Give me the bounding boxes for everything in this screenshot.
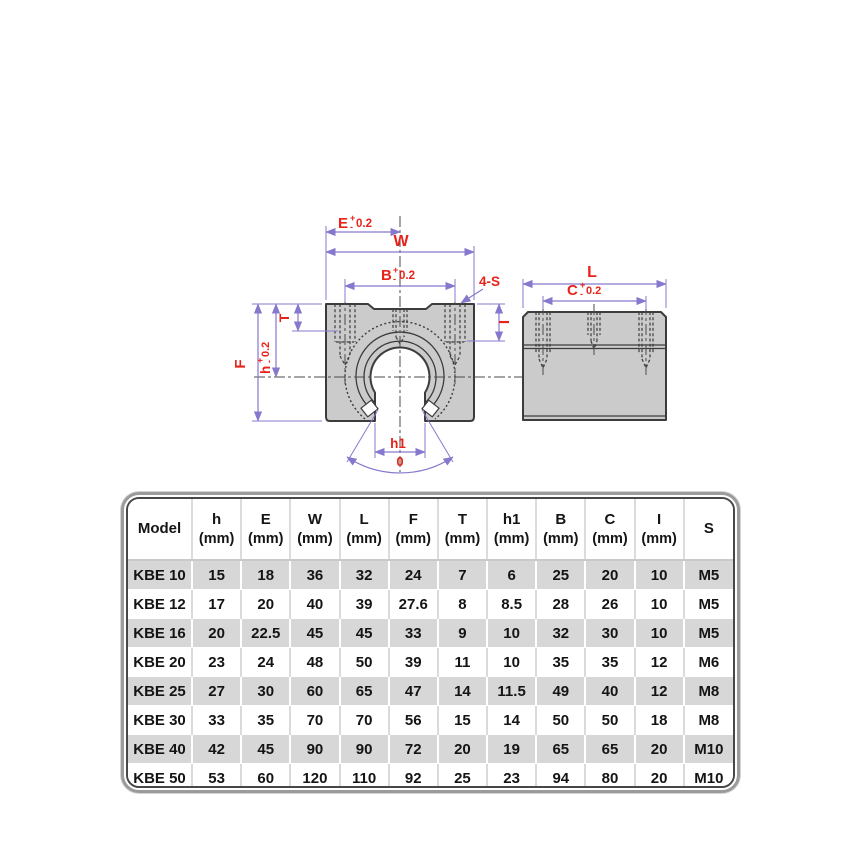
value-cell: 50	[585, 706, 634, 735]
value-cell: 45	[340, 619, 389, 648]
label-F: F	[232, 359, 249, 369]
value-cell: 32	[340, 560, 389, 590]
value-cell: 8	[438, 590, 487, 619]
col-header-f	[389, 499, 438, 560]
value-cell: 10	[487, 619, 536, 648]
svg-text:0.2: 0.2	[586, 285, 602, 297]
value-cell: 30	[241, 677, 290, 706]
svg-text:E: E	[338, 215, 349, 232]
model-cell: KBE 10	[128, 560, 192, 590]
col-header-label: I	[657, 511, 662, 529]
svg-text:-: -	[580, 289, 583, 299]
value-cell: 56	[389, 706, 438, 735]
col-header-h	[192, 499, 241, 560]
col-header-label: S	[703, 520, 714, 538]
col-header-label: B	[555, 511, 567, 529]
value-cell: 48	[290, 648, 339, 677]
svg-text:-: -	[393, 274, 396, 284]
value-cell: 25	[438, 764, 487, 789]
value-cell: 17	[192, 590, 241, 619]
value-cell: 40	[290, 590, 339, 619]
model-cell: KBE 20	[128, 648, 192, 677]
spec-table	[128, 499, 733, 788]
table-row-kbe-40	[128, 735, 733, 764]
value-cell: M5	[684, 590, 733, 619]
col-header-unit: (mm)	[395, 530, 431, 547]
value-cell: 45	[241, 735, 290, 764]
value-cell: 10	[487, 648, 536, 677]
value-cell: 72	[389, 735, 438, 764]
col-header-unit: (mm)	[543, 530, 579, 547]
value-cell: M5	[684, 619, 733, 648]
col-header-unit: (mm)	[346, 530, 382, 547]
front-view	[254, 216, 546, 472]
value-cell: 12	[635, 677, 684, 706]
col-header-label: h1	[502, 511, 521, 529]
value-cell: 65	[536, 735, 585, 764]
value-cell: 50	[536, 706, 585, 735]
col-header-t	[438, 499, 487, 560]
label-B	[381, 265, 415, 284]
svg-text:-: -	[350, 222, 353, 232]
value-cell: 45	[290, 619, 339, 648]
value-cell: 90	[290, 735, 339, 764]
label-T: T	[276, 313, 292, 323]
value-cell: 120	[290, 764, 339, 789]
model-cell: KBE 25	[128, 677, 192, 706]
model-cell: KBE 40	[128, 735, 192, 764]
value-cell: 32	[536, 619, 585, 648]
value-cell: M5	[684, 560, 733, 590]
col-header-model	[128, 499, 192, 560]
value-cell: M10	[684, 764, 733, 789]
value-cell: 14	[438, 677, 487, 706]
svg-text:+: +	[255, 357, 265, 363]
value-cell: 26	[585, 590, 634, 619]
label-4S: 4-S	[479, 274, 501, 289]
value-cell: 24	[389, 560, 438, 590]
header-row	[128, 499, 733, 560]
value-cell: 11	[438, 648, 487, 677]
value-cell: 28	[536, 590, 585, 619]
svg-text:0.2: 0.2	[260, 341, 272, 357]
value-cell: 23	[192, 648, 241, 677]
value-cell: 18	[635, 706, 684, 735]
value-cell: 92	[389, 764, 438, 789]
value-cell: 10	[635, 619, 684, 648]
value-cell: 33	[389, 619, 438, 648]
col-header-b	[536, 499, 585, 560]
value-cell: 60	[241, 764, 290, 789]
label-L: L	[587, 264, 597, 281]
value-cell: 20	[438, 735, 487, 764]
value-cell: 25	[536, 560, 585, 590]
value-cell: 70	[290, 706, 339, 735]
value-cell: 20	[585, 560, 634, 590]
value-cell: 35	[241, 706, 290, 735]
table-row-kbe-25	[128, 677, 733, 706]
value-cell: M6	[684, 648, 733, 677]
col-header-label: T	[457, 511, 468, 529]
model-cell: KBE 12	[128, 590, 192, 619]
value-cell: 15	[192, 560, 241, 590]
table-row-kbe-12	[128, 590, 733, 619]
value-cell: 24	[241, 648, 290, 677]
col-header-unit: (mm)	[198, 530, 235, 547]
value-cell: 20	[192, 619, 241, 648]
value-cell: M10	[684, 735, 733, 764]
value-cell: 94	[536, 764, 585, 789]
value-cell: 60	[290, 677, 339, 706]
value-cell: 110	[340, 764, 389, 789]
svg-text:+: +	[393, 265, 399, 275]
svg-text:0.2: 0.2	[399, 270, 415, 282]
value-cell: 23	[487, 764, 536, 789]
value-cell: 49	[536, 677, 585, 706]
col-header-label: W	[307, 511, 323, 529]
col-header-e	[241, 499, 290, 560]
value-cell: 7	[438, 560, 487, 590]
col-header-unit: (mm)	[248, 530, 284, 547]
value-cell: M8	[684, 677, 733, 706]
value-cell: 30	[585, 619, 634, 648]
label-h1: h1	[390, 436, 406, 451]
col-header-label: C	[604, 511, 616, 529]
value-cell: 39	[340, 590, 389, 619]
svg-text:h: h	[258, 365, 273, 374]
label-W: W	[393, 233, 409, 250]
col-header-h1	[487, 499, 536, 560]
value-cell: 50	[340, 648, 389, 677]
value-cell: 80	[585, 764, 634, 789]
value-cell: 27	[192, 677, 241, 706]
model-cell: KBE 16	[128, 619, 192, 648]
svg-text:-: -	[264, 360, 274, 363]
svg-text:C: C	[567, 282, 578, 299]
value-cell: 35	[585, 648, 634, 677]
value-cell: 36	[290, 560, 339, 590]
col-header-label: h	[212, 511, 222, 529]
table-row-kbe-16	[128, 619, 733, 648]
value-cell: 19	[487, 735, 536, 764]
model-cell: KBE 30	[128, 706, 192, 735]
table-row-kbe-30	[128, 706, 733, 735]
screw-callout-leader	[461, 289, 483, 303]
value-cell: 27.6	[389, 590, 438, 619]
label-h1-tolerance: 0	[396, 454, 404, 469]
value-cell: 22.5	[241, 619, 290, 648]
col-header-label: L	[359, 511, 369, 529]
value-cell: 53	[192, 764, 241, 789]
value-cell: 9	[438, 619, 487, 648]
svg-text:+: +	[580, 280, 586, 290]
col-header-label: F	[408, 511, 418, 529]
col-header-unit: (mm)	[592, 530, 628, 547]
svg-text:0.2: 0.2	[356, 218, 372, 230]
table-row-kbe-10	[128, 560, 733, 590]
table-row-kbe-20	[128, 648, 733, 677]
col-header-unit: (mm)	[493, 530, 530, 547]
col-header-unit: (mm)	[297, 530, 333, 547]
label-C	[567, 280, 601, 299]
col-header-s	[684, 499, 733, 560]
value-cell: 47	[389, 677, 438, 706]
value-cell: 90	[340, 735, 389, 764]
value-cell: 8.5	[487, 590, 536, 619]
value-cell: 18	[241, 560, 290, 590]
value-cell: 65	[585, 735, 634, 764]
col-header-label: Model	[137, 520, 182, 538]
value-cell: 65	[340, 677, 389, 706]
col-header-unit: (mm)	[444, 530, 481, 547]
spec-table-container	[121, 492, 740, 793]
value-cell: 12	[635, 648, 684, 677]
svg-text:B: B	[381, 267, 392, 284]
value-cell: 33	[192, 706, 241, 735]
value-cell: 14	[487, 706, 536, 735]
value-cell: 20	[635, 764, 684, 789]
value-cell: 20	[241, 590, 290, 619]
col-header-i	[635, 499, 684, 560]
value-cell: M8	[684, 706, 733, 735]
value-cell: 6	[487, 560, 536, 590]
model-cell: KBE 50	[128, 764, 192, 789]
value-cell: 40	[585, 677, 634, 706]
label-E	[338, 213, 372, 232]
value-cell: 39	[389, 648, 438, 677]
table-row-kbe-50	[128, 764, 733, 789]
col-header-label: E	[260, 511, 271, 529]
svg-text:+: +	[350, 213, 356, 223]
value-cell: 70	[340, 706, 389, 735]
label-I: I	[496, 319, 513, 325]
value-cell: 15	[438, 706, 487, 735]
value-cell: 11.5	[487, 677, 536, 706]
spec-table-border	[126, 497, 735, 788]
side-view	[523, 304, 666, 420]
col-header-l	[340, 499, 389, 560]
col-header-w	[290, 499, 339, 560]
value-cell: 10	[635, 560, 684, 590]
col-header-unit: (mm)	[641, 530, 677, 547]
value-cell: 20	[635, 735, 684, 764]
value-cell: 10	[635, 590, 684, 619]
value-cell: 42	[192, 735, 241, 764]
value-cell: 35	[536, 648, 585, 677]
col-header-c	[585, 499, 634, 560]
